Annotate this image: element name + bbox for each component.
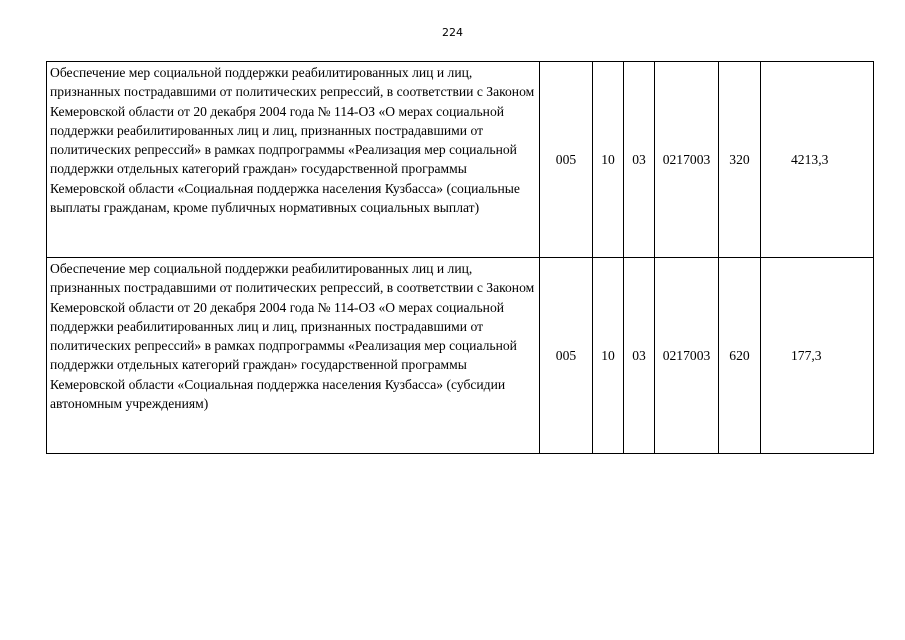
target-article-code: 0217003 <box>655 62 719 258</box>
subsection-code: 03 <box>624 258 655 454</box>
page-number: 224 <box>442 26 463 39</box>
ministry-code: 005 <box>540 62 593 258</box>
table-row <box>47 62 874 258</box>
row-description: Обеспечение мер социальной поддержки реабилитированных лиц и лиц, признанных пострадавшими от политических репрессий, в соответствии с Законом Кемеровской области от 20 декабря 2004 года № 114-ОЗ «О мерах социальной поддержки реабилитированных лиц и лиц, признанных пострадавшими от политических репрессий» в рамках подпрограммы «Реализация мер социальной поддержки отдельных категорий граждан» государственной программы Кемеровской области «Социальная поддержка населения Кузбасса» (субсидии автономным учреждениям) <box>47 258 540 454</box>
table-row <box>47 258 874 454</box>
expense-type-code: 320 <box>719 62 761 258</box>
subsection-code: 03 <box>624 62 655 258</box>
section-code: 10 <box>593 258 624 454</box>
amount-value: 4213,3 <box>761 62 874 258</box>
target-article-code: 0217003 <box>655 258 719 454</box>
row-description: Обеспечение мер социальной поддержки реабилитированных лиц и лиц, признанных пострадавшими от политических репрессий, в соответствии с Законом Кемеровской области от 20 декабря 2004 года № 114-ОЗ «О мерах социальной поддержки реабилитированных лиц и лиц, признанных пострадавшими от политических репрессий» в рамках подпрограммы «Реализация мер социальной поддержки отдельных категорий граждан» государственной программы Кемеровской области «Социальная поддержка населения Кузбасса» (социальные выплаты гражданам, кроме публичных нормативных социальных выплат) <box>47 62 540 258</box>
expense-type-code: 620 <box>719 258 761 454</box>
budget-table <box>46 61 874 454</box>
amount-value: 177,3 <box>761 258 874 454</box>
ministry-code: 005 <box>540 258 593 454</box>
section-code: 10 <box>593 62 624 258</box>
